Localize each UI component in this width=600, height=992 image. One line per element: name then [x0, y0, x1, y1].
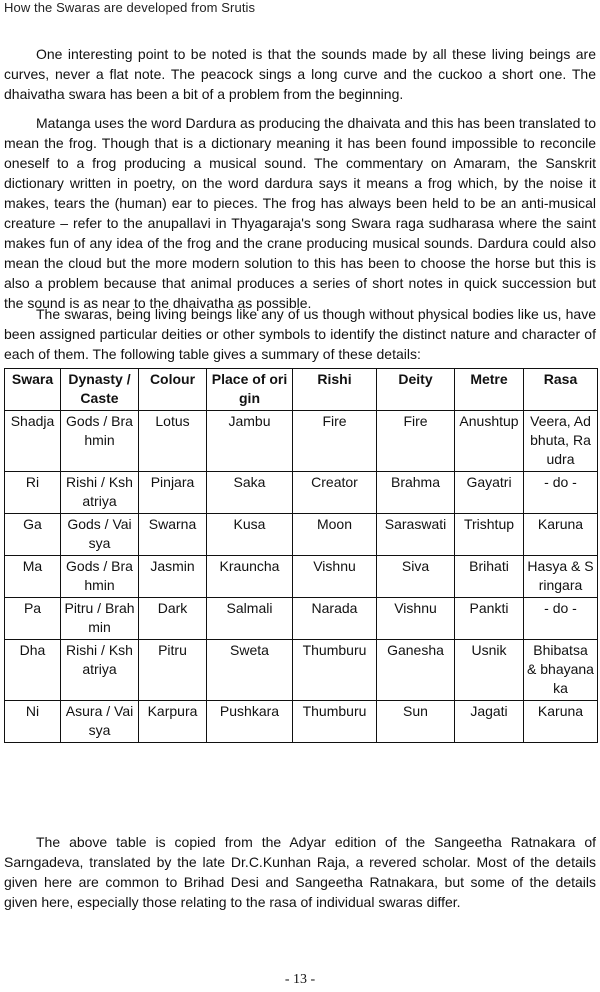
cell-place-of-origin: Saka: [207, 472, 293, 514]
running-head: How the Swaras are developed from Srutis: [4, 0, 256, 15]
cell-metre: Trishtup: [455, 514, 524, 556]
page-number: - 13 -: [284, 972, 316, 987]
cell-deity: Ganesha: [377, 640, 455, 701]
cell-rasa: Karuna: [524, 701, 598, 743]
cell-deity: Sun: [377, 701, 455, 743]
cell-colour: Lotus: [139, 411, 207, 472]
cell-swara: Ni: [5, 701, 61, 743]
cell-place-of-origin: Salmali: [207, 598, 293, 640]
cell-rishi: Thumburu: [293, 640, 377, 701]
cell-dynasty-caste: Rishi / Kshatriya: [61, 472, 139, 514]
cell-colour: Jasmin: [139, 556, 207, 598]
cell-place-of-origin: Sweta: [207, 640, 293, 701]
cell-place-of-origin: Jambu: [207, 411, 293, 472]
cell-rasa: - do -: [524, 472, 598, 514]
paragraph-table-source: The above table is copied from the Adyar edition of the Sangeetha Ratnakara of Sarngadeva, translated by the late Dr.C.Kunhan Raja, a revered scholar. Most of the details given here are common to Brihad Desi and Sangeetha Ratnakara, but some of the details given here, especially those relating to the rasa of individual swaras differ.: [4, 834, 596, 910]
cell-metre: Brihati: [455, 556, 524, 598]
cell-deity: Vishnu: [377, 598, 455, 640]
cell-rasa: - do -: [524, 598, 598, 640]
header-metre: Metre: [455, 369, 524, 411]
cell-metre: Anushtup: [455, 411, 524, 472]
cell-place-of-origin: Pushkara: [207, 701, 293, 743]
cell-dynasty-caste: Rishi / Kshatriya: [61, 640, 139, 701]
cell-dynasty-caste: Gods / Brahmin: [61, 411, 139, 472]
header-rasa: Rasa: [524, 369, 598, 411]
cell-swara: Ri: [5, 472, 61, 514]
cell-deity: Fire: [377, 411, 455, 472]
cell-deity: Siva: [377, 556, 455, 598]
table-row: [5, 472, 598, 514]
cell-swara: Dha: [5, 640, 61, 701]
cell-rasa: Veera, Adbhuta, Raudra: [524, 411, 598, 472]
cell-metre: Jagati: [455, 701, 524, 743]
table-row: [5, 640, 598, 701]
cell-colour: Pitru: [139, 640, 207, 701]
cell-swara: Ga: [5, 514, 61, 556]
header-rishi: Rishi: [293, 369, 377, 411]
cell-rasa: Bhibatsa & bhayanaka: [524, 640, 598, 701]
header-place-of-origin: Place of origin: [207, 369, 293, 411]
cell-rishi: Moon: [293, 514, 377, 556]
cell-swara: Ma: [5, 556, 61, 598]
cell-rishi: Thumburu: [293, 701, 377, 743]
header-deity: Deity: [377, 369, 455, 411]
cell-dynasty-caste: Pitru / Brahmin: [61, 598, 139, 640]
cell-dynasty-caste: Gods / Brahmin: [61, 556, 139, 598]
cell-swara: Shadja: [5, 411, 61, 472]
header-dynasty-caste: Dynasty / Caste: [61, 369, 139, 411]
paragraph-curves: One interesting point to be noted is that the sounds made by all these living beings are curves, never a flat note. The peacock sings a long curve and the cuckoo a short one. The dhaivatha swara has been a bit of a problem from the beginning.: [4, 46, 596, 102]
cell-deity: Brahma: [377, 472, 455, 514]
header-colour: Colour: [139, 369, 207, 411]
paragraph-swaras-intro: The swaras, being living beings like any of us though without physical bodies like us, have been assigned particular deities or other symbols to identify the distinct nature and character of each of them. The following table gives a summary of these details:: [4, 306, 596, 362]
table-header-row: [5, 369, 598, 411]
cell-metre: Gayatri: [455, 472, 524, 514]
cell-rasa: Hasya & Sringara: [524, 556, 598, 598]
cell-metre: Pankti: [455, 598, 524, 640]
cell-dynasty-caste: Gods / Vaisya: [61, 514, 139, 556]
cell-deity: Saraswati: [377, 514, 455, 556]
cell-swara: Pa: [5, 598, 61, 640]
table-row: [5, 411, 598, 472]
cell-metre: Usnik: [455, 640, 524, 701]
cell-colour: Swarna: [139, 514, 207, 556]
cell-colour: Dark: [139, 598, 207, 640]
cell-rishi: Vishnu: [293, 556, 377, 598]
table-row: [5, 556, 598, 598]
cell-rishi: Creator: [293, 472, 377, 514]
table-row: [5, 598, 598, 640]
table-row: [5, 514, 598, 556]
cell-colour: Pinjara: [139, 472, 207, 514]
cell-place-of-origin: Krauncha: [207, 556, 293, 598]
cell-rishi: Narada: [293, 598, 377, 640]
swara-table: [4, 368, 598, 743]
table-row: [5, 701, 598, 743]
cell-dynasty-caste: Asura / Vaisya: [61, 701, 139, 743]
cell-colour: Karpura: [139, 701, 207, 743]
header-swara: Swara: [5, 369, 61, 411]
cell-place-of-origin: Kusa: [207, 514, 293, 556]
paragraph-dardura: Matanga uses the word Dardura as producing the dhaivata and this has been translated to mean the frog. Though that is a dictionary meaning it has been found impossible to reconcile oneself to a frog producing a musical sound. The commentary on Amaram, the Sanskrit dictionary written in poetry, on the word dardura says it means a frog which, by the noise it makes, tears the (human) ear to pieces. The frog has always been held to be an anti-musical creature – refer to the anupallavi in Thyagaraja's song Swara raga sudharasa where the saint makes fun of any idea of the frog and the crane producing musical sounds. Dardura could also mean the cloud but the more modern solution to this has been to choose the horse but this is also a problem because that animal produces a series of short notes in quick succession but the sound is as near to the dhaivatha as possible.: [4, 115, 596, 311]
cell-rishi: Fire: [293, 411, 377, 472]
cell-rasa: Karuna: [524, 514, 598, 556]
